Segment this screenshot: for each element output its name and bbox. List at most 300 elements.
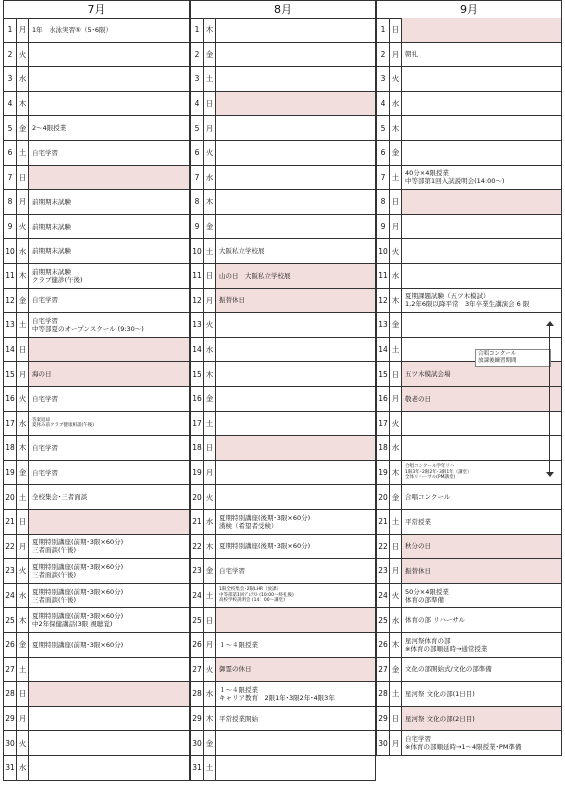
- event-line: 三者面談(午後): [32, 546, 77, 555]
- day-row: [3, 756, 190, 781]
- day-row: [3, 67, 190, 92]
- day-row: [190, 362, 376, 387]
- event-text: [32, 510, 187, 534]
- day-number: 31: [4, 756, 17, 780]
- event-cell: [402, 731, 561, 755]
- day-row: [3, 43, 190, 68]
- day-row: [376, 92, 562, 117]
- event-text: [405, 18, 559, 42]
- event-cell: [29, 166, 189, 190]
- day-row: [376, 313, 562, 338]
- event-cell: [216, 608, 375, 632]
- day-row: [190, 584, 376, 609]
- weekday: 日: [17, 682, 29, 706]
- day-number: 17: [377, 412, 390, 436]
- day-row: [376, 239, 562, 264]
- weekday: 水: [390, 608, 402, 632]
- event-line: 自宅学習: [405, 735, 431, 744]
- event-text: [405, 43, 559, 67]
- event-text: [219, 707, 373, 731]
- event-text: [32, 633, 187, 657]
- day-row: [376, 166, 562, 191]
- day-number: 8: [4, 190, 17, 214]
- day-number: 27: [377, 658, 390, 682]
- day-number: 22: [4, 535, 17, 559]
- event-line: 星河祭体育の部: [405, 636, 451, 645]
- event-text: [219, 682, 373, 706]
- day-number: 11: [377, 264, 390, 288]
- day-number: 10: [4, 239, 17, 263]
- weekday: 木: [17, 436, 29, 460]
- day-number: 18: [191, 436, 204, 460]
- event-line: 海の日: [32, 370, 52, 379]
- day-number: 25: [191, 608, 204, 632]
- event-line: １～４限授業: [219, 640, 258, 649]
- day-number: 24: [4, 584, 17, 608]
- weekday: 木: [390, 633, 402, 657]
- event-cell: [402, 67, 561, 91]
- event-cell: [29, 633, 189, 657]
- day-number: 20: [4, 485, 17, 509]
- weekday: 土: [390, 166, 402, 190]
- event-text: [405, 535, 559, 559]
- event-line: 平常授業: [405, 517, 431, 526]
- day-row: [376, 461, 562, 486]
- day-row: [376, 412, 562, 437]
- event-text: [219, 387, 373, 411]
- event-text: [405, 239, 559, 263]
- day-row: [190, 67, 376, 92]
- day-number: 9: [4, 215, 17, 239]
- weekday: 金: [390, 485, 402, 509]
- day-row: [3, 436, 190, 461]
- day-row: [3, 313, 190, 338]
- event-text: [32, 43, 187, 67]
- event-text: [219, 264, 373, 288]
- weekday: 水: [204, 510, 216, 534]
- day-number: 14: [4, 338, 17, 362]
- weekday: 金: [390, 658, 402, 682]
- event-cell: [29, 43, 189, 67]
- event-text: [405, 313, 559, 337]
- day-number: 12: [377, 289, 390, 313]
- day-row: [376, 67, 562, 92]
- event-cell: [216, 584, 375, 608]
- event-cell: [216, 190, 375, 214]
- day-number: 26: [4, 633, 17, 657]
- event-text: [32, 92, 187, 116]
- event-line: 40分×4限授業: [405, 169, 449, 178]
- event-cell: [29, 608, 189, 632]
- event-cell: [402, 289, 561, 313]
- event-line: 体育の部準備: [405, 595, 444, 604]
- event-line: 自宅学習: [32, 316, 58, 325]
- weekday: 月: [204, 289, 216, 313]
- day-row: [190, 387, 376, 412]
- event-cell: [216, 510, 375, 534]
- event-cell: [402, 239, 561, 263]
- event-cell: [402, 412, 561, 436]
- event-text: [405, 387, 559, 411]
- event-line: 全校集会･三者面談: [32, 493, 88, 502]
- event-line: 夏期特別講座(前期･3限×60分): [32, 640, 124, 649]
- weekday: 木: [17, 92, 29, 116]
- event-line: 自宅学習: [32, 394, 58, 403]
- day-number: 4: [377, 92, 390, 116]
- event-text: [219, 535, 373, 559]
- event-text: [405, 485, 559, 509]
- day-number: 26: [377, 633, 390, 657]
- event-line: 敬老の日: [405, 394, 431, 403]
- event-line: 合唱コンクール: [405, 493, 451, 502]
- weekday: 日: [390, 535, 402, 559]
- event-text: [219, 43, 373, 67]
- event-text: [32, 707, 187, 731]
- event-text: [32, 264, 187, 288]
- event-line: 前期期末試験: [32, 197, 71, 206]
- event-text: [219, 313, 373, 337]
- event-cell: [402, 190, 561, 214]
- note-line-1: 合唱コンクール: [478, 351, 517, 357]
- event-text: [32, 731, 187, 755]
- event-cell: [402, 707, 561, 731]
- event-cell: [29, 264, 189, 288]
- day-number: 20: [377, 485, 390, 509]
- day-number: 26: [191, 633, 204, 657]
- event-text: [405, 141, 559, 165]
- day-number: 13: [377, 313, 390, 337]
- event-cell: [29, 658, 189, 682]
- weekday: 木: [390, 461, 402, 485]
- day-number: 21: [191, 510, 204, 534]
- day-row: [3, 116, 190, 141]
- day-row: [376, 731, 562, 756]
- weekday: 木: [390, 289, 402, 313]
- event-text: [219, 510, 373, 534]
- day-row: [376, 584, 562, 609]
- event-line: 自宅学習: [32, 148, 58, 157]
- event-line: 前期期末試験: [32, 247, 71, 256]
- event-line: 自宅学習: [32, 468, 58, 477]
- day-row: [190, 43, 376, 68]
- event-text: [405, 461, 559, 485]
- day-row: [190, 313, 376, 338]
- weekday: 月: [390, 559, 402, 583]
- day-number: 17: [191, 412, 204, 436]
- event-text: [219, 756, 373, 780]
- weekday: 火: [17, 215, 29, 239]
- weekday: 金: [204, 43, 216, 67]
- event-cell: [216, 535, 375, 559]
- event-text: [405, 412, 559, 436]
- event-cell: [29, 584, 189, 608]
- event-line: 中2年保健講話(3限 視聴覚): [32, 620, 113, 629]
- weekday: 金: [204, 387, 216, 411]
- event-text: [32, 239, 187, 263]
- day-row: [3, 215, 190, 240]
- event-text: [405, 264, 559, 288]
- event-cell: [29, 756, 189, 780]
- event-text: [405, 658, 559, 682]
- event-cell: [29, 707, 189, 731]
- event-line: 平常授業開始: [219, 714, 258, 723]
- event-cell: [216, 43, 375, 67]
- event-line: 夏期特別講座(後期･3限×60分): [219, 542, 311, 551]
- day-row: [190, 264, 376, 289]
- day-number: 5: [377, 116, 390, 140]
- day-number: 19: [377, 461, 390, 485]
- event-cell: [216, 461, 375, 485]
- day-row: [376, 215, 562, 240]
- day-number: 16: [377, 387, 390, 411]
- day-row: [3, 731, 190, 756]
- day-row: [190, 559, 376, 584]
- event-text: [32, 116, 187, 140]
- event-cell: [216, 141, 375, 165]
- event-cell: [216, 658, 375, 682]
- day-row: [190, 756, 376, 781]
- event-text: [32, 485, 187, 509]
- event-cell: [402, 485, 561, 509]
- day-number: 17: [4, 412, 17, 436]
- weekday: 日: [17, 166, 29, 190]
- event-text: [219, 559, 373, 583]
- day-row: [3, 707, 190, 732]
- event-cell: [216, 485, 375, 509]
- event-cell: [216, 731, 375, 755]
- weekday: 水: [17, 239, 29, 263]
- day-row: [3, 461, 190, 486]
- day-row: [376, 510, 562, 535]
- weekday: 月: [204, 116, 216, 140]
- event-text: [405, 559, 559, 583]
- weekday: 水: [204, 682, 216, 706]
- weekday: 金: [17, 461, 29, 485]
- day-number: 30: [191, 731, 204, 755]
- event-cell: [216, 707, 375, 731]
- day-number: 16: [191, 387, 204, 411]
- day-row: [190, 239, 376, 264]
- weekday: 土: [390, 682, 402, 706]
- day-number: 12: [191, 289, 204, 313]
- event-cell: [216, 18, 375, 42]
- day-row: [190, 510, 376, 535]
- day-row: [3, 289, 190, 314]
- event-cell: [216, 387, 375, 411]
- event-cell: [216, 215, 375, 239]
- event-text: [405, 190, 559, 214]
- weekday: 水: [390, 264, 402, 288]
- event-cell: [29, 387, 189, 411]
- event-text: [219, 141, 373, 165]
- weekday: 土: [17, 313, 29, 337]
- event-text: [32, 658, 187, 682]
- event-text: [219, 436, 373, 460]
- event-text: [405, 707, 559, 731]
- weekday: 金: [17, 633, 29, 657]
- day-row: [190, 18, 376, 43]
- weekday: 月: [390, 215, 402, 239]
- event-line: 文化の部開始式/文化の部準備: [405, 665, 492, 674]
- day-row: [376, 289, 562, 314]
- event-cell: [29, 141, 189, 165]
- weekday: 土: [204, 239, 216, 263]
- day-number: 1: [191, 18, 204, 42]
- event-line: ※体育の部順延時→通常授業: [405, 644, 488, 653]
- event-line: 50分×4限授業: [405, 587, 449, 596]
- day-row: [376, 535, 562, 560]
- day-number: 3: [377, 67, 390, 91]
- weekday: 木: [204, 707, 216, 731]
- day-number: 21: [377, 510, 390, 534]
- event-line: 星河祭 文化の部(2日目): [405, 714, 475, 723]
- day-number: 6: [4, 141, 17, 165]
- event-cell: [216, 92, 375, 116]
- day-row: [190, 141, 376, 166]
- event-text: [405, 633, 559, 657]
- event-text: [219, 215, 373, 239]
- day-number: 25: [4, 608, 17, 632]
- day-row: [190, 682, 376, 707]
- day-row: [3, 239, 190, 264]
- event-cell: [29, 239, 189, 263]
- event-text: [32, 535, 187, 559]
- day-row: [190, 338, 376, 363]
- weekday: 日: [390, 707, 402, 731]
- event-text: [32, 559, 187, 583]
- event-line: １～４限授業: [219, 685, 258, 694]
- weekday: 水: [17, 756, 29, 780]
- day-number: 15: [377, 362, 390, 386]
- day-row: [376, 387, 562, 412]
- day-row: [3, 559, 190, 584]
- day-row: [190, 535, 376, 560]
- weekday: 金: [390, 313, 402, 337]
- weekday: 月: [17, 362, 29, 386]
- weekday: 土: [204, 756, 216, 780]
- event-text: [32, 756, 187, 780]
- weekday: 水: [204, 338, 216, 362]
- event-text: [219, 338, 373, 362]
- event-cell: [216, 633, 375, 657]
- event-cell: [402, 387, 561, 411]
- event-line: 三者面談(午後): [32, 570, 77, 579]
- weekday: 木: [204, 190, 216, 214]
- event-line: 三者面談(午後): [32, 595, 77, 604]
- event-cell: [402, 313, 561, 337]
- weekday: 金: [204, 215, 216, 239]
- day-number: 19: [191, 461, 204, 485]
- event-cell: [216, 559, 375, 583]
- day-number: 10: [377, 239, 390, 263]
- event-line: 夏期特別講座(後期･3限×60分): [219, 513, 311, 522]
- event-text: [219, 485, 373, 509]
- event-text: [405, 289, 559, 313]
- event-line: 朝礼: [405, 50, 418, 59]
- event-cell: [29, 436, 189, 460]
- day-row: [376, 436, 562, 461]
- weekday: 火: [390, 584, 402, 608]
- day-row: [376, 707, 562, 732]
- day-row: [3, 412, 190, 437]
- day-number: 1: [377, 18, 390, 42]
- weekday: 金: [204, 559, 216, 583]
- day-number: 3: [191, 67, 204, 91]
- day-number: 2: [4, 43, 17, 67]
- event-text: [219, 289, 373, 313]
- day-row: [190, 215, 376, 240]
- day-number: 5: [191, 116, 204, 140]
- day-number: 29: [191, 707, 204, 731]
- day-row: [3, 584, 190, 609]
- weekday: 木: [204, 535, 216, 559]
- day-row: [376, 485, 562, 510]
- event-line: 体育の部 リハーサル: [405, 616, 466, 625]
- weekday: 木: [204, 362, 216, 386]
- event-text: [219, 116, 373, 140]
- event-text: [32, 387, 187, 411]
- event-cell: [29, 313, 189, 337]
- event-text: [32, 141, 187, 165]
- day-row: [376, 608, 562, 633]
- day-row: [376, 18, 562, 43]
- day-row: [3, 387, 190, 412]
- event-text: [405, 608, 559, 632]
- event-text: [32, 215, 187, 239]
- event-text: [405, 67, 559, 91]
- event-line: 夏期特別講座(前期･3限×60分): [32, 612, 124, 621]
- weekday: 月: [17, 18, 29, 42]
- event-cell: [29, 18, 189, 42]
- weekday: 火: [204, 141, 216, 165]
- day-row: [190, 731, 376, 756]
- event-line: 自宅学習: [32, 443, 58, 452]
- arrow-down-icon: [546, 472, 554, 477]
- event-cell: [216, 412, 375, 436]
- day-row: [3, 338, 190, 363]
- event-text: [219, 584, 373, 608]
- day-row: [376, 264, 562, 289]
- weekday: 水: [17, 67, 29, 91]
- event-text: [32, 18, 187, 42]
- event-cell: [402, 461, 561, 485]
- event-line: 前期期末試験: [32, 267, 71, 276]
- day-number: 19: [4, 461, 17, 485]
- weekday: 土: [390, 510, 402, 534]
- event-line: 中等部夏のオープンスクール (9:30～): [32, 324, 144, 333]
- month-header: 9月: [376, 0, 562, 19]
- event-cell: [216, 756, 375, 780]
- event-line: 夏休み前クラブ健康相談(午後): [32, 423, 95, 429]
- day-number: 10: [191, 239, 204, 263]
- day-number: 12: [4, 289, 17, 313]
- weekday: 火: [390, 412, 402, 436]
- event-line: 自宅学習: [219, 566, 245, 575]
- day-number: 30: [377, 731, 390, 755]
- weekday: 火: [390, 67, 402, 91]
- event-cell: [216, 264, 375, 288]
- day-row: [376, 658, 562, 683]
- event-cell: [402, 535, 561, 559]
- event-text: [405, 166, 559, 190]
- event-cell: [402, 510, 561, 534]
- day-row: [3, 166, 190, 191]
- day-number: 4: [4, 92, 17, 116]
- event-cell: [216, 116, 375, 140]
- month-header: 8月: [190, 0, 376, 19]
- weekday: 日: [204, 92, 216, 116]
- weekday: 月: [17, 190, 29, 214]
